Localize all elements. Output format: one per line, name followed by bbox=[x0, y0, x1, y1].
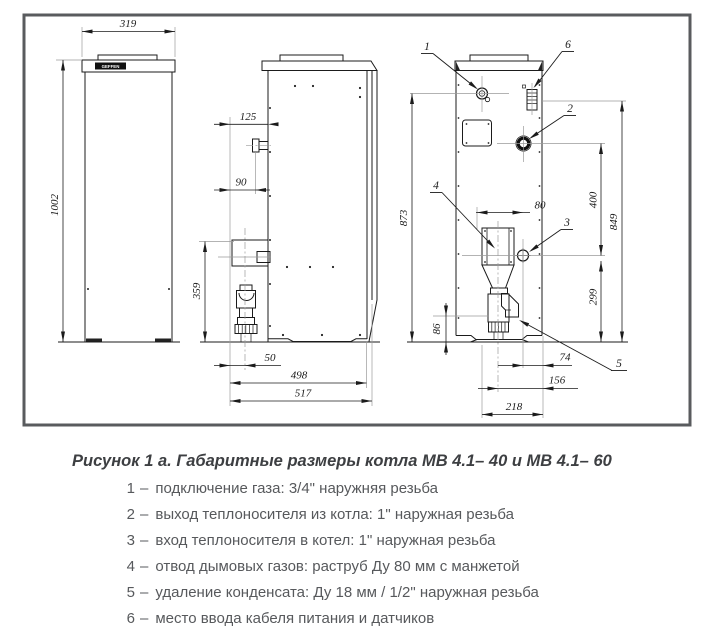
dim-rear-80: 80 bbox=[534, 199, 546, 212]
legend-dash: – bbox=[140, 558, 149, 575]
dim-rear-400: 400 bbox=[587, 191, 600, 209]
brand-logo-text: GEFFEN bbox=[101, 63, 120, 69]
legend-dash: – bbox=[140, 584, 149, 601]
side-view-dimensions bbox=[191, 111, 372, 406]
front-view bbox=[58, 55, 180, 342]
legend-num: 2 bbox=[126, 506, 135, 523]
legend-item-3 bbox=[121, 528, 701, 554]
callout-3: 3 bbox=[564, 217, 570, 229]
legend-item-4 bbox=[121, 554, 701, 580]
legend-label: выход теплоносителя из котла: 1" наружная резьба bbox=[155, 506, 514, 523]
flue-and-siphon bbox=[482, 228, 519, 340]
legend-dash: – bbox=[140, 480, 149, 497]
legend-item-2 bbox=[121, 502, 701, 528]
dim-side-498: 498 bbox=[290, 369, 308, 382]
figure-legend bbox=[121, 476, 701, 632]
legend-item-5 bbox=[121, 580, 701, 606]
legend-dash: – bbox=[140, 532, 149, 549]
legend-num: 3 bbox=[126, 532, 135, 549]
side-view bbox=[200, 55, 380, 342]
legend-label: место ввода кабеля питания и датчиков bbox=[155, 610, 435, 627]
dim-front-width: 319 bbox=[119, 18, 137, 30]
dim-side-50: 50 bbox=[264, 352, 276, 364]
rear-view-dimensions bbox=[398, 76, 626, 418]
cable-gland bbox=[523, 85, 538, 110]
dim-rear-74: 74 bbox=[559, 351, 571, 364]
callout-4: 4 bbox=[433, 180, 439, 192]
callout-5: 5 bbox=[616, 358, 622, 370]
dim-rear-156: 156 bbox=[548, 374, 566, 387]
gas-connection bbox=[477, 88, 490, 102]
legend-num: 5 bbox=[126, 584, 135, 601]
callout-2: 2 bbox=[567, 103, 573, 115]
dim-side-90: 90 bbox=[235, 176, 247, 189]
legend-num: 4 bbox=[126, 558, 135, 575]
legend-label: отвод дымовых газов: раструб Ду 80 мм с манжетой bbox=[155, 558, 520, 575]
dim-front-height: 1002 bbox=[49, 194, 61, 216]
figure-title: Рисунок 1 а. Габаритные размеры котла МВ 4.1– 40 и МВ 4.1– 60 bbox=[72, 452, 612, 470]
callout-1: 1 bbox=[424, 41, 430, 53]
legend-num: 1 bbox=[126, 480, 135, 497]
callout-6: 6 bbox=[565, 39, 571, 51]
dim-side-517: 517 bbox=[294, 387, 312, 400]
legend-item-1 bbox=[121, 476, 701, 502]
legend-num: 6 bbox=[126, 610, 135, 627]
dim-rear-299: 299 bbox=[587, 288, 600, 306]
legend-dash: – bbox=[140, 506, 149, 523]
dim-rear-218: 218 bbox=[505, 401, 523, 413]
legend-label: удаление конденсата: Ду 18 мм / 1/2" наружная резьба bbox=[155, 584, 539, 601]
dim-rear-873: 873 bbox=[398, 209, 410, 227]
legend-label: вход теплоносителя в котел: 1" наружная резьба bbox=[155, 532, 496, 549]
legend-label: подключение газа: 3/4" наружняя резьба bbox=[155, 480, 439, 497]
legend-item-6 bbox=[121, 606, 701, 632]
dim-side-359: 359 bbox=[191, 282, 203, 300]
drawing-frame bbox=[24, 15, 690, 425]
dim-rear-849: 849 bbox=[608, 213, 620, 231]
dim-side-125: 125 bbox=[239, 111, 257, 123]
legend-dash: – bbox=[140, 610, 149, 627]
dim-rear-86: 86 bbox=[431, 323, 443, 335]
